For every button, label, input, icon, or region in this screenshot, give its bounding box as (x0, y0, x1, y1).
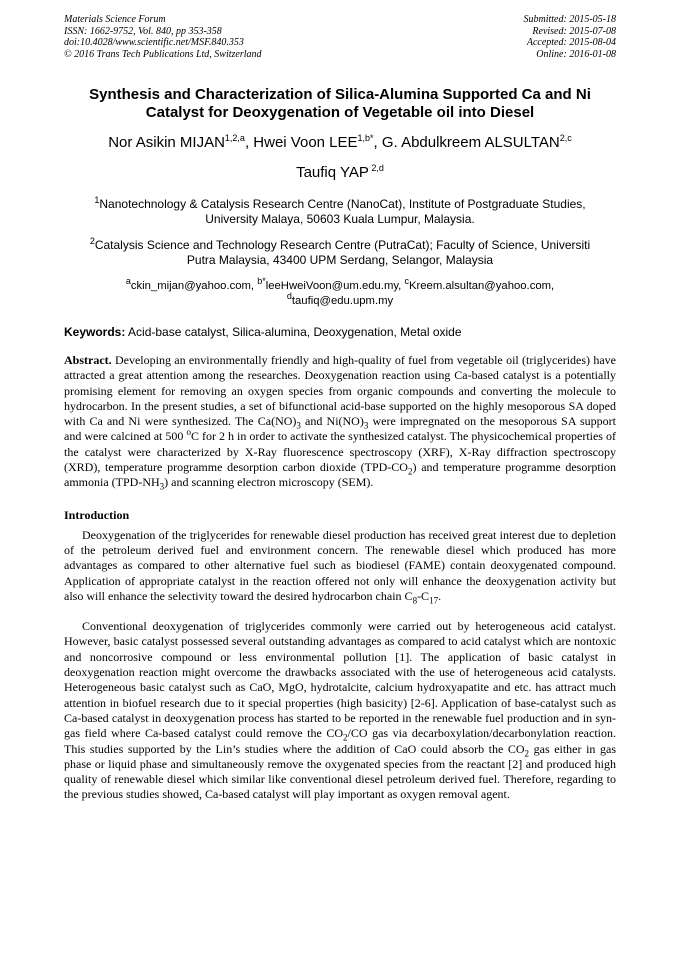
paragraph-text: /CO gas via decarboxylation/decarbonylation reaction. This studies supported by the Lin’s studies where the addition of CaO could absorb the CO (64, 726, 616, 756)
journal-info (64, 14, 262, 60)
keywords (64, 325, 616, 339)
author-line-1 (64, 131, 616, 155)
author-affiliation-mark: 1,b* (357, 133, 374, 143)
author-name: Nor Asikin MIJAN (108, 134, 225, 151)
abstract-text: and Ni(NO) (300, 414, 364, 429)
subscript: 2 (407, 466, 413, 477)
degree-superscript: o (186, 427, 191, 438)
subscript: 3 (296, 420, 301, 431)
email-address[interactable]: Kreem.alsultan@yahoo.com, (408, 280, 555, 292)
email-mark: c (404, 276, 409, 287)
section-heading-introduction: Introduction (64, 507, 130, 522)
abstract-text: Developing an environmentally friendly and high-quality of fuel from vegetable oil (triglycerides) have attracted a great attention among the researches. Deoxygenation reaction using Ca-based catalyst is a potentially promising element for removing an oxygen species from organic compounds and converting the molecule to hydrocarbon. In the present studies, a set of bifunctional acid-base supported on the highly mesoporous SA doped with Ca and Ni were synthesized. The Ca(NO) (64, 353, 616, 429)
subscript: 8 (412, 595, 418, 606)
date-online: Online: 2016-01-08 (536, 48, 616, 60)
paragraph-text: . (438, 588, 442, 603)
abstract-text: ) and scanning electron microscopy (SEM). (164, 475, 374, 490)
email-address[interactable]: taufiq@edu.upm.my (291, 295, 394, 307)
email-address[interactable]: leeHweiVoon@um.edu.my, (265, 280, 405, 292)
affiliation-number: 2 (89, 236, 95, 246)
email-mark: d (286, 291, 292, 302)
journal-header (64, 14, 616, 60)
author-emails (64, 276, 616, 309)
abstract (64, 353, 616, 491)
author-name: G. Abdulkreem ALSULTAN (381, 134, 560, 151)
paragraph-text: Conventional deoxygenation of triglycerides commonly were carried out by heterogeneous acid catalyst. However, basic catalyst possessed several outstanding advantages as compared to acid catalyst which are nontoxic and noncorrosive compound or less environmental pollution [1]. The application of basic catalyst in deoxygenation reaction might overcome the drawbacks associated with the use of heterogeneous acid catalysts. Heterogeneous basic catalyst such as CaO, MgO, hydrotalcite, calcium hydroxyapatite and etc. has attract much attention in biofuel research due to it special properties (high basicity) [2-6]. Application of base-catalyst such as Ca-based catalyst in deoxygenation process has started to be reported in the renewable fuel production and in syn-gas field where Ca-based catalyst could remove the CO (64, 619, 616, 741)
affiliation-line: Catalysis Science and Technology Research Centre (PutraCat); Faculty of Science, Universiti (94, 238, 591, 252)
title-line-2: Catalyst for Deoxygenation of Vegetable oil into Diesel (145, 104, 535, 121)
affiliation-line: University Malaya, 50603 Kuala Lumpur, Malaysia. (205, 212, 475, 226)
paragraph-text: gas either in gas phase or liquid phase and simultaneously remove the oxygenated species from the reactant [2] and produced high quality of renewable diesel which similar like conventional diesel petroleum derived fuel. Therefore, regarding to the previous studies showed, Ca-based catalyst will play important as oxygen removal agent. (64, 741, 616, 802)
affiliation-1 (64, 197, 616, 227)
author-affiliation-mark: 2,c (559, 133, 572, 143)
author-affiliation-mark: 2,d (368, 163, 384, 173)
email-mark: b* (257, 276, 266, 287)
date-submitted: Submitted: 2015-05-18 (523, 14, 616, 25)
author-affiliation-mark: 1,2,a (224, 133, 245, 143)
journal-doi: doi:10.4028/www.scientific.net/MSF.840.353 (64, 37, 244, 48)
author-name: Hwei Voon LEE (253, 134, 358, 151)
journal-issn: ISSN: 1662-9752, Vol. 840, pp 353-358 (64, 25, 222, 37)
affiliation-line: Nanotechnology & Catalysis Research Centre (NanoCat), Institute of Postgraduate Studies, (99, 197, 586, 211)
author-line-2 (64, 161, 616, 185)
affiliation-2 (64, 238, 616, 268)
date-revised: Revised: 2015-07-08 (532, 25, 616, 37)
paragraph-text: Deoxygenation of the triglycerides for renewable diesel production has received great interest due to depletion of the petroleum derived fuel and environment concern. The renewable diesel which produced has more advantages as compared to other alternative fuel such as biodiesel (FAME) contain deoxygenated compound. Application of appropriate catalyst in the reaction offered not only will enhance the deoxygenation activity but also will enhance the selectivity toward the desired hydrocarbon chain C (64, 527, 616, 603)
subscript: 2 (343, 732, 348, 743)
affiliation-number: 1 (94, 195, 100, 205)
author-list (64, 131, 616, 185)
subscript: 3 (363, 420, 369, 431)
abstract-label: Abstract. (64, 353, 112, 367)
author-name: Taufiq YAP (296, 164, 369, 181)
abstract-text: C for 2 h in order to activate the synthesized catalyst. The physicochemical properties of the catalyst were characterized by X-Ray fluorescence spectroscopy (XRF), X-Ray diffraction spectroscopy (XRD), temperature programme desorption carbon dioxide (TPD-CO (64, 429, 617, 475)
date-accepted: Accepted: 2015-08-04 (526, 37, 616, 48)
subscript: 2 (524, 747, 530, 758)
introduction-paragraph-2 (64, 619, 616, 803)
paragraph-text: -C (417, 588, 430, 603)
journal-name: Materials Science Forum (64, 14, 166, 25)
email-address[interactable]: ckin_mijan@yahoo.com, (130, 280, 258, 292)
subscript: 17 (429, 595, 439, 606)
journal-copyright: © 2016 Trans Tech Publications Ltd, Switzerland (64, 48, 262, 60)
email-mark: a (125, 276, 131, 287)
affiliation-line: Putra Malaysia, 43400 UPM Serdang, Selangor, Malaysia (186, 253, 494, 267)
keywords-text: Acid-base catalyst, Silica-alumina, Deoxygenation, Metal oxide (125, 325, 462, 339)
author-separator: , (373, 134, 382, 151)
paper-title (64, 86, 616, 122)
title-line-1: Synthesis and Characterization of Silica-Alumina Supported Ca and Ni (89, 86, 591, 103)
abstract-text: ) and temperature programme desorption ammonia (TPD-NH (64, 460, 617, 490)
subscript: 3 (159, 481, 165, 492)
keywords-label: Keywords: (64, 325, 126, 339)
abstract-text: were impregnated on the mesoporous SA support and were calcined at 500 (64, 414, 617, 444)
introduction-paragraph-1 (64, 528, 616, 604)
submission-dates (524, 14, 617, 60)
author-separator: , (244, 134, 254, 151)
